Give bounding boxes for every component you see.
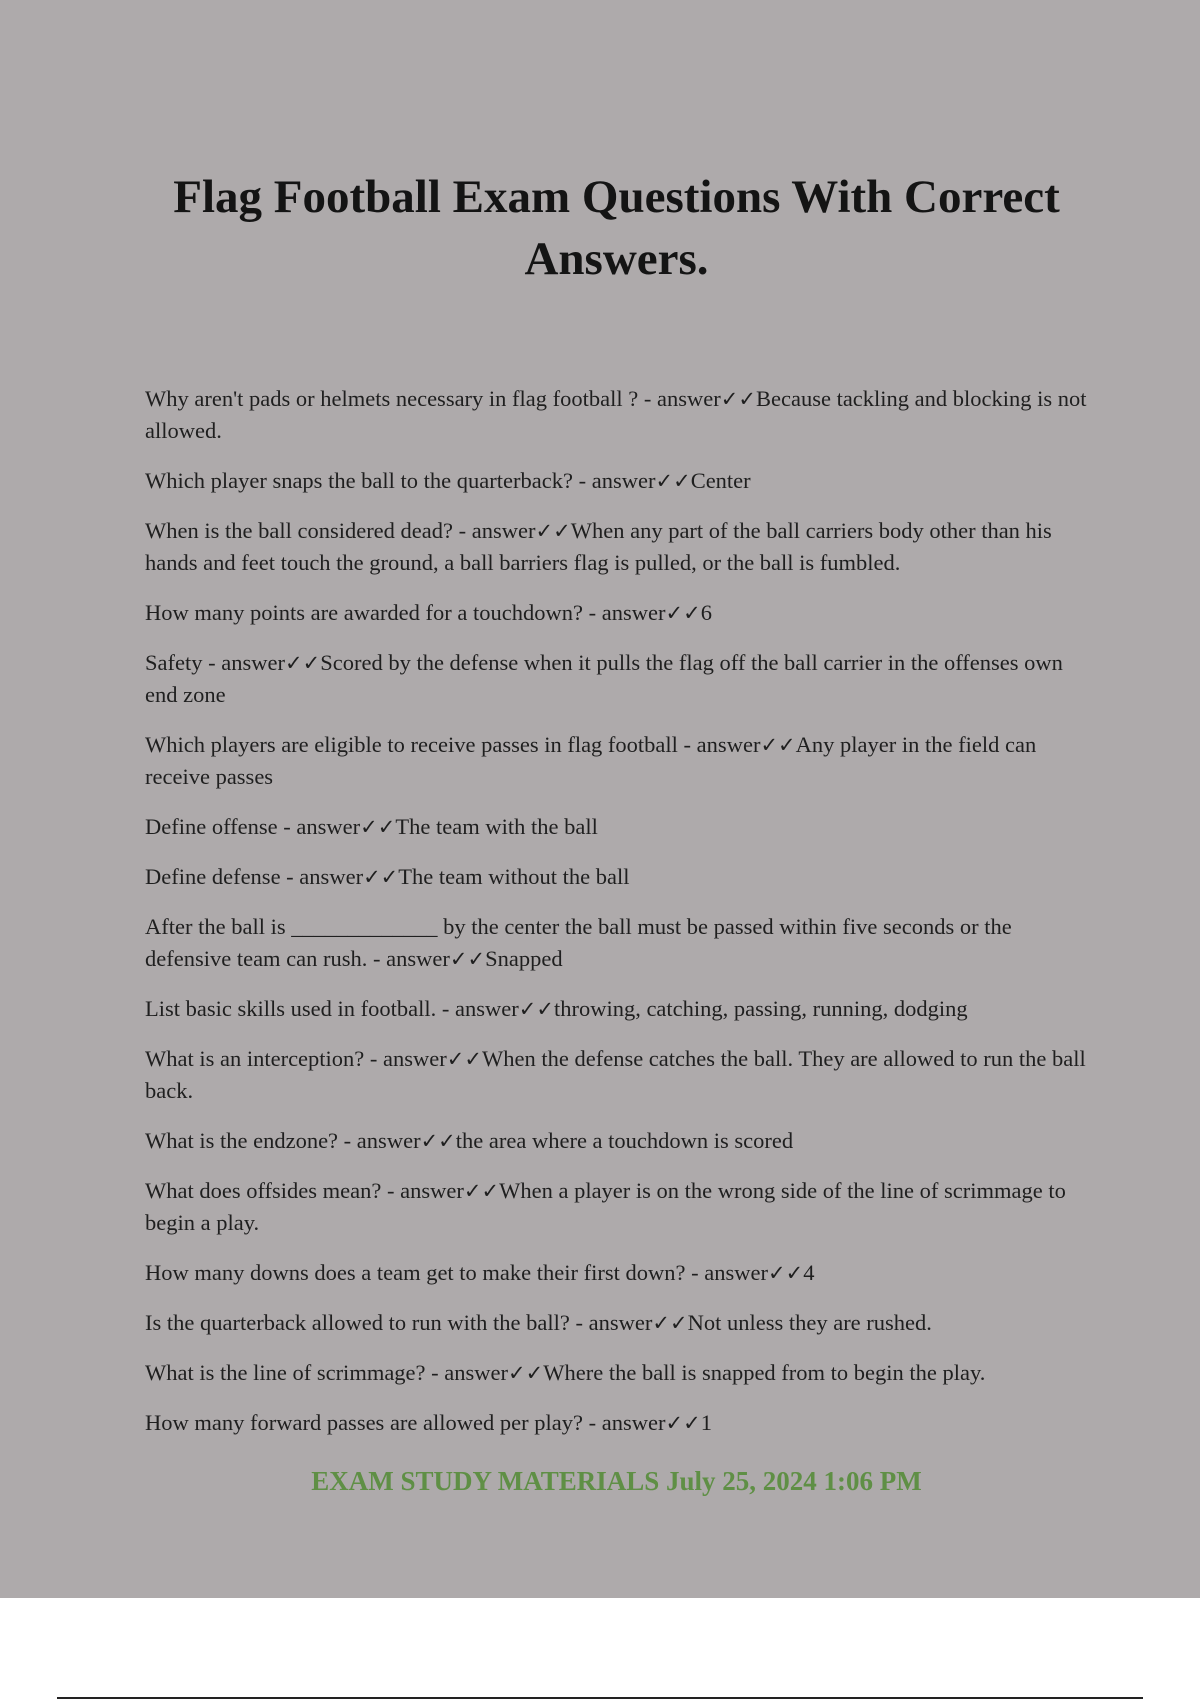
qa-answer: the area where a touchdown is scored [455,1128,794,1153]
qa-question: How many points are awarded for a touchdown? - [145,600,602,625]
qa-question: How many downs does a team get to make their first down? - [145,1260,705,1285]
qa-item [145,515,1090,579]
qa-answer: Any player in the field can receive passes [145,732,1037,789]
qa-item [145,729,1090,793]
qa-question: Define defense - [145,864,300,889]
qa-answer: Because tackling and blocking is not allowed. [145,386,1087,443]
qa-question: List basic skills used in football. - [145,996,455,1021]
qa-item [145,647,1090,711]
answer-marker: answer✓✓ [601,600,701,625]
qa-item [145,1357,1090,1389]
answer-marker: answer✓✓ [704,1260,804,1285]
qa-answer: Where the ball is snapped from to begin the play. [543,1360,986,1385]
qa-item [145,1257,1090,1289]
qa-item [145,597,1090,629]
qa-question: What is an interception? - [145,1046,384,1071]
qa-question: Safety - [145,650,222,675]
answer-marker: answer✓✓ [386,946,486,971]
answer-marker: answer✓✓ [299,864,399,889]
qa-item [145,1175,1090,1239]
answer-marker: answer✓✓ [356,1128,456,1153]
answer-marker: answer✓✓ [444,1360,544,1385]
qa-answer: The team without the ball [398,864,630,889]
answer-marker: answer✓✓ [591,468,691,493]
qa-question: After the ball is _____________ by the center the ball must be passed within five seconds or the defensive team can rush. - [145,914,1012,971]
answer-marker: answer✓✓ [696,732,796,757]
qa-item [145,1043,1090,1107]
qa-answer: 1 [700,1410,712,1435]
answer-marker: answer✓✓ [454,996,554,1021]
qa-answer: throwing, catching, passing, running, dodging [553,996,968,1021]
qa-answer: When any part of the ball carriers body other than his hands and feet touch the ground, a ball barriers flag is pulled, or the ball is fumbled. [145,518,1052,575]
qa-question: How many forward passes are allowed per play? - [145,1410,602,1435]
qa-answer: 6 [700,600,712,625]
qa-answer: 4 [803,1260,815,1285]
qa-question: When is the ball considered dead? - [145,518,472,543]
qa-item [145,1307,1090,1339]
qa-item [145,811,1090,843]
qa-item [145,993,1090,1025]
answer-marker: answer✓✓ [601,1410,701,1435]
qa-answer: When a player is on the wrong side of the line of scrimmage to begin a play. [145,1178,1066,1235]
answer-marker: answer✓✓ [296,814,396,839]
qa-answer: Scored by the defense when it pulls the flag off the ball carrier in the offenses own end zone [145,650,1063,707]
answer-marker: answer✓✓ [471,518,571,543]
qa-question: Define offense - [145,814,297,839]
answer-marker: answer✓✓ [221,650,321,675]
document-title: Flag Football Exam Questions With Correct Answers. [173,171,1060,285]
qa-answer: Snapped [485,946,563,971]
qa-list [145,383,1090,1457]
qa-item [145,911,1090,975]
qa-question: Why aren't pads or helmets necessary in flag football ? - [145,386,657,411]
answer-marker: answer✓✓ [383,1046,483,1071]
qa-answer: When the defense catches the ball. They are allowed to run the ball back. [145,1046,1086,1103]
qa-question: Which players are eligible to receive passes in flag football - [145,732,697,757]
answer-marker: answer✓✓ [657,386,756,411]
qa-item [145,383,1090,447]
qa-answer: Center [690,468,751,493]
qa-item [145,465,1090,497]
qa-question: What is the line of scrimmage? - [145,1360,445,1385]
qa-answer: Not unless they are rushed. [687,1310,932,1335]
exam-stamp: EXAM STUDY MATERIALS July 25, 2024 1:06 PM [311,1466,922,1496]
page-divider [57,1697,1143,1699]
qa-question: What is the endzone? - [145,1128,357,1153]
qa-item [145,1407,1090,1439]
qa-question: Is the quarterback allowed to run with the ball? - [145,1310,589,1335]
qa-item [145,1125,1090,1157]
answer-marker: answer✓✓ [400,1178,500,1203]
qa-answer: The team with the ball [395,814,598,839]
qa-question: What does offsides mean? - [145,1178,401,1203]
answer-marker: answer✓✓ [588,1310,688,1335]
qa-item [145,861,1090,893]
qa-question: Which player snaps the ball to the quarterback? - [145,468,592,493]
